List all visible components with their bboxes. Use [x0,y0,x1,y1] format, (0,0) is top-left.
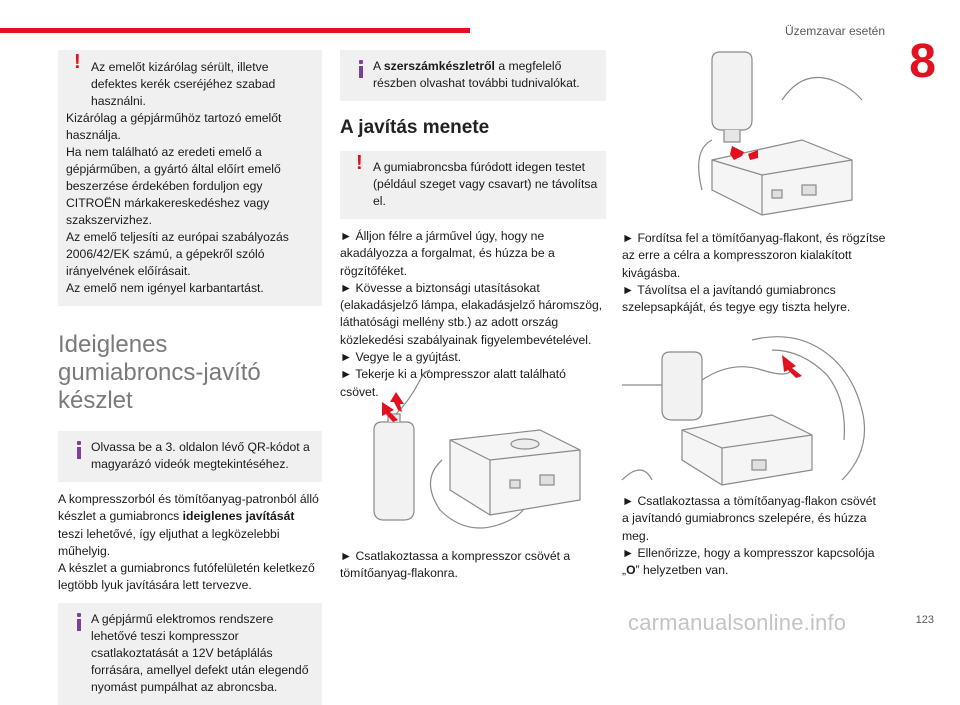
kit-desc-post: teszi lehetővé, így eljuthat a legközelebbi műhelyig. [58,526,280,558]
warning-line-5: Az emelő nem igényel karbantartást. [66,281,264,295]
column-left [58,50,322,705]
kit-desc-bold: ideiglenes javítását [182,509,295,524]
section-title-repair-kit: Ideiglenes gumiabroncs-javító készlet [58,331,261,414]
wheel-connection-illustration [622,330,886,490]
steps-connect [622,493,886,579]
caption-connect-hose: ► Csatlakoztassa a kompresszor csövét a tömítőanyag-flakonra. [340,549,571,581]
toolkit-pre: A [373,59,384,73]
bottle-inverted-illustration [672,50,872,220]
info-qr-text: Olvassa be a 3. oldalon lévő QR-kódot a magyarázó videók megtekintéséhez. [91,440,310,471]
warning-icon: ! [74,51,81,73]
kit-description [58,491,322,595]
warning-icon: ! [356,152,363,174]
page-number: 123 [915,614,934,626]
kit-desc-pre: A kompresszorból és tömítőanyag-patronból álló készlet a gumiabroncs [58,492,319,524]
chapter-title: Üzemzavar esetén [784,24,885,38]
switch-post: ” helyzetben van. [635,563,729,578]
warning-foreign-text: A gumiabroncsba fúródott idegen testet (például szeget vagy csavart) ne távolítsa el. [373,160,598,208]
warning-box-foreign-object [340,151,606,219]
info-icon [357,60,365,78]
warning-line-4: Az emelő teljesíti az európai szabályozás 2006/42/EK számú, a gépekről szóló irányelvének előírásait. [66,230,289,278]
header-red-bar [0,28,470,33]
step-unwind-hose: ► Tekerje ki a kompresszor alatt található csövet. [340,367,566,399]
watermark: carmanualsonline.info [628,610,847,635]
warning-line-1: Az emelőt kizárólag sérült, illetve defektes kerék cseréjéhez szabad használni. [91,60,276,108]
column-middle [340,50,606,581]
step-remove-valve-cap: ► Távolítsa el a javítandó gumiabroncs szelepsapkáját, és tegye egy tiszta helyre. [622,282,851,315]
heading-repair-procedure: A javítás menete [340,117,490,138]
info-icon [75,441,83,459]
step-check-switch [622,545,886,580]
chapter-number: 8 [909,35,936,88]
step-ignition: ► Vegye le a gyújtást. [340,350,462,365]
toolkit-bold: szerszámkészletről [383,59,495,73]
toolkit-post: a megfelelő részben olvashat további tudnivalókat. [373,59,580,90]
info-box-12v [58,603,322,705]
kit-desc-line2: A készlet a gumiabroncs futófelületén keletkező legtöbb lyuk javítására lett tervezve. [58,561,315,593]
step-invert-bottle: ► Fordítsa fel a tömítőanyag-flakont, és rögzítse az erre a célra a kompresszoron kialakított kivágásba. [622,231,886,280]
warning-box-jack [58,50,322,306]
compressor-bottle-illustration [360,370,590,540]
switch-bold: O [626,563,636,578]
steps-bottle [622,230,886,316]
switch-pre: ► Ellenőrizze, hogy a kompresszor kapcsolója „ [622,545,875,578]
step-connect-valve: ► Csatlakoztassa a tömítőanyag-flakon csövét a javítandó gumiabroncs szelepére, és húzza meg. [622,494,876,543]
warning-line-3: Ha nem található az eredeti emelő a gépjárműben, a gyártó által előírt emelő beszerzése érdekében forduljon egy CITROËN márkakereskedéshez vagy szakszervizhez. [66,145,281,227]
info-box-toolkit [340,50,606,101]
info-toolkit-text [348,58,598,92]
step-park: ► Álljon félre a járművel úgy, hogy ne akadályozza a forgalmat, és húzza be a rögzítőféket. [340,229,555,278]
info-box-qr [58,431,322,482]
warning-line-2: Kizárólag a gépjárműhöz tartozó emelőt használja. [66,111,282,142]
step-safety: ► Kövesse a biztonsági utasításokat (elakadásjelző lámpa, elakadásjelző háromszög, láthatósági mellény stb.) az adott ország közlekedési szabályainak figyelembevételével. [340,280,603,347]
info-icon [75,613,83,631]
info-12v-text: A gépjármű elektromos rendszere lehetővé teszi kompresszor csatlakoztatását a 12V betáplálás forrására, amellyel defekt után elegendő nyomást pumpálhat az abroncsba. [91,611,309,694]
